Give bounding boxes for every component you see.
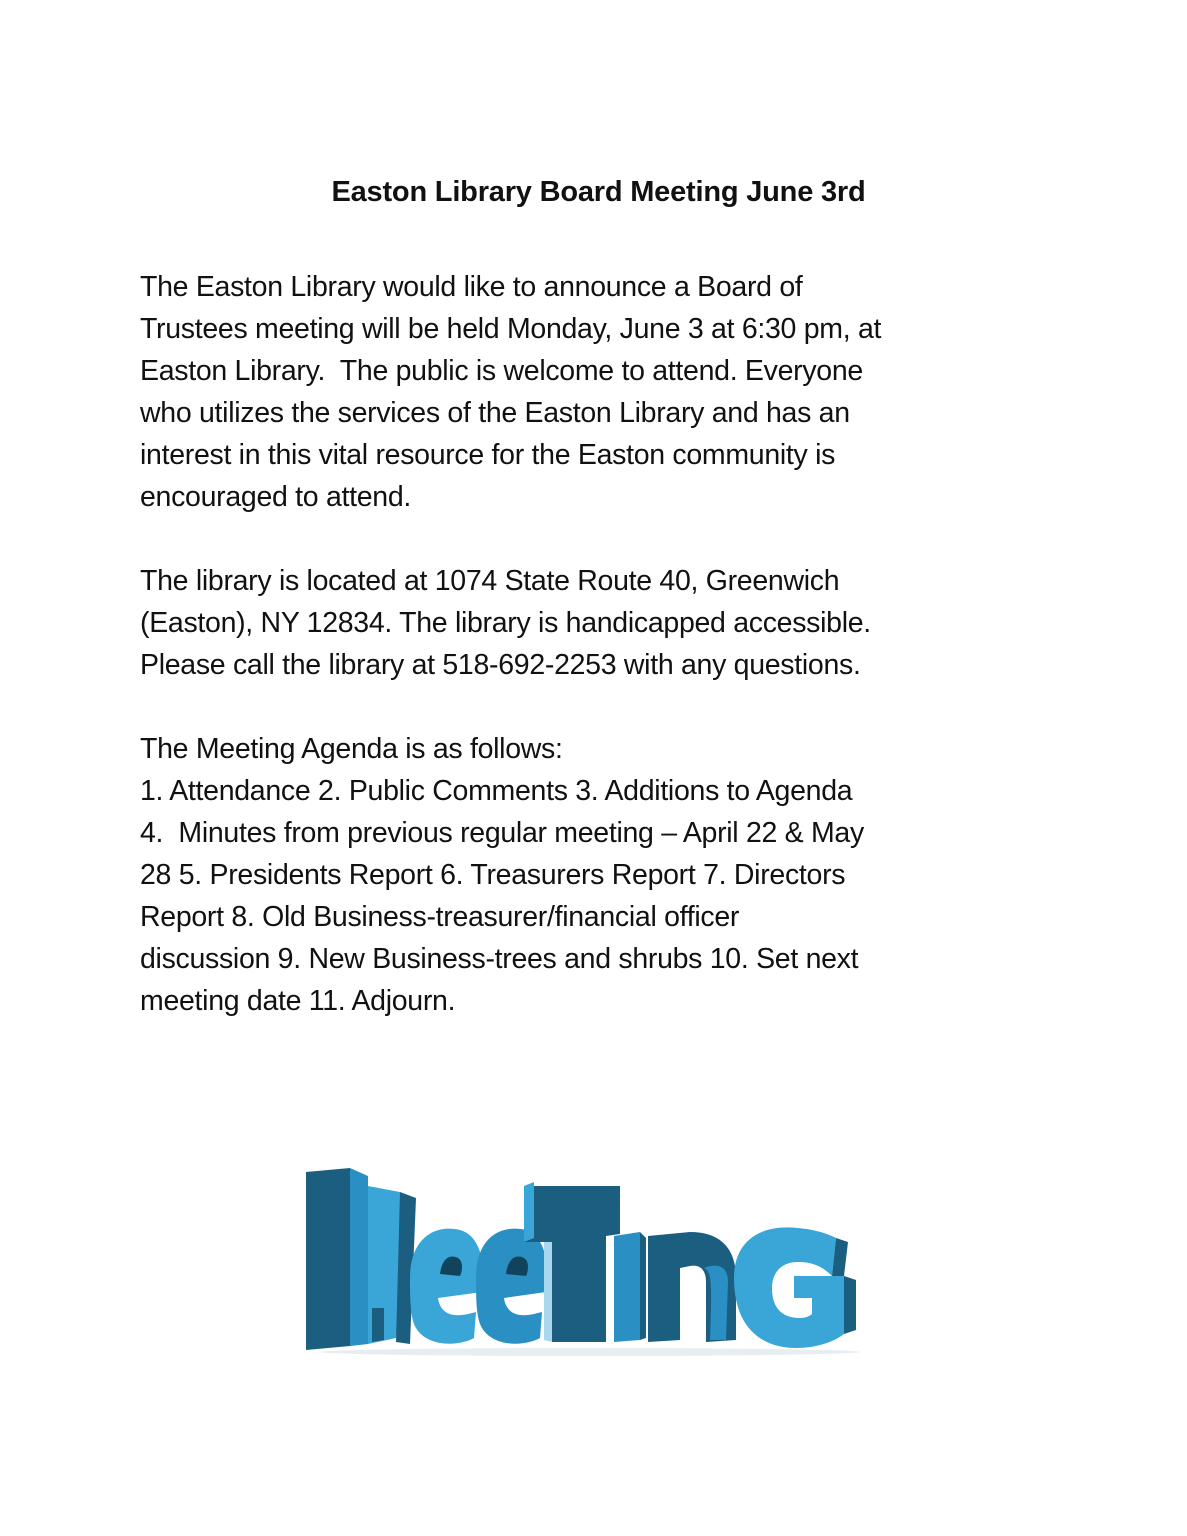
text-line: encouraged to attend. [140, 481, 412, 513]
agenda-heading: The Meeting Agenda is as follows: [140, 733, 563, 765]
text-line: Easton Library. The public is welcome to attend. Everyone [140, 355, 863, 387]
agenda-paragraph [140, 728, 1060, 1022]
agenda-line: 28 5. Presidents Report 6. Treasurers Report 7. Directors [140, 859, 846, 891]
page-title: Easton Library Board Meeting June 3rd [331, 176, 866, 208]
text-line: interest in this vital resource for the Easton community is [140, 439, 836, 471]
meeting-3d-text-graphic [300, 1158, 880, 1358]
text-line: The Easton Library would like to announce a Board of [140, 271, 803, 303]
text-line: Please call the library at 518-692-2253 with any questions. [140, 649, 861, 681]
text-line: (Easton), NY 12834. The library is handicapped accessible. [140, 607, 871, 639]
agenda-line: discussion 9. New Business-trees and shrubs 10. Set next [140, 943, 859, 975]
agenda-line: meeting date 11. Adjourn. [140, 985, 456, 1017]
text-line: The library is located at 1074 State Route 40, Greenwich [140, 565, 840, 597]
agenda-line: 4. Minutes from previous regular meeting – April 22 & May [140, 817, 864, 849]
agenda-line: Report 8. Old Business-treasurer/financial officer [140, 901, 740, 933]
agenda-line: 1. Attendance 2. Public Comments 3. Additions to Agenda [140, 775, 853, 807]
announcement-paragraph [140, 266, 1060, 518]
location-paragraph [140, 560, 1060, 686]
text-line: Trustees meeting will be held Monday, June 3 at 6:30 pm, at [140, 313, 882, 345]
text-line: who utilizes the services of the Easton Library and has an [140, 397, 850, 429]
